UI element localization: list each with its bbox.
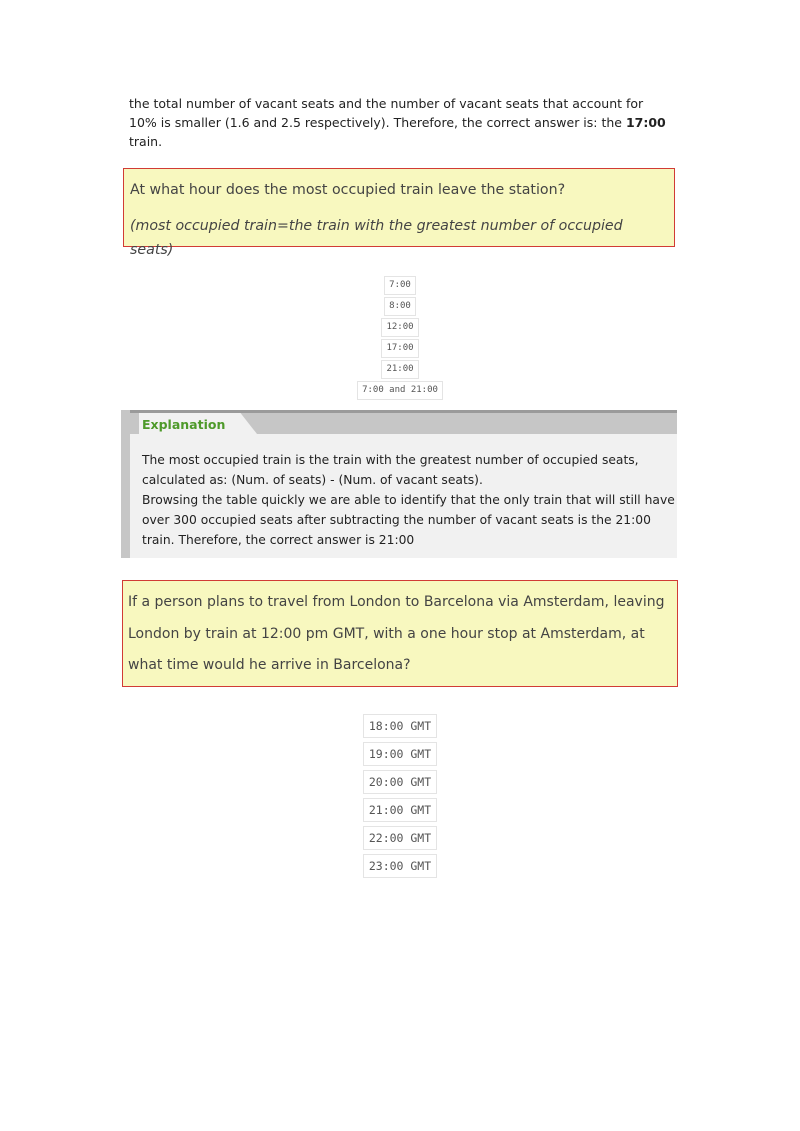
- answer-options-1: [340, 276, 460, 402]
- answer-option[interactable]: 7:00 and 21:00: [357, 381, 443, 400]
- explanation-title: Explanation: [142, 417, 226, 432]
- question-2-line: London by train at 12:00 pm GMT, with a one hour stop at Amsterdam, at: [128, 625, 645, 642]
- answer-option[interactable]: 21:00: [381, 360, 418, 379]
- answer-option[interactable]: 18:00 GMT: [363, 714, 437, 738]
- answer-option[interactable]: 17:00: [381, 339, 418, 358]
- answer-option[interactable]: 22:00 GMT: [363, 826, 437, 850]
- intro-line: [129, 113, 669, 132]
- explanation-left-bar: [121, 410, 130, 558]
- question-box-2: [122, 580, 678, 687]
- question-box-1: [123, 168, 675, 258]
- question-1-note: (most occupied train=the train with the greatest number of occupied seats): [130, 218, 623, 258]
- explanation-panel: [121, 410, 677, 558]
- explanation-body: [142, 450, 675, 550]
- question-1-text: At what hour does the most occupied train leave the station?: [130, 182, 566, 198]
- answer-option[interactable]: 7:00: [384, 276, 416, 295]
- explanation-header-line: [130, 410, 677, 413]
- intro-line: the total number of vacant seats and the number of vacant seats that account for: [129, 96, 644, 111]
- explanation-line: The most occupied train is the train with the greatest number of occupied seats,: [142, 453, 639, 467]
- answer-options-2: [330, 714, 470, 882]
- explanation-line: Browsing the table quickly we are able to identify that the only train that will still have: [142, 493, 675, 507]
- previous-answer-text: [129, 94, 669, 151]
- intro-line: train.: [129, 134, 163, 149]
- answer-option[interactable]: 12:00: [381, 318, 418, 337]
- explanation-line: train. Therefore, the correct answer is 21:00: [142, 533, 415, 547]
- answer-option[interactable]: 8:00: [384, 297, 416, 316]
- answer-option[interactable]: 19:00 GMT: [363, 742, 437, 766]
- question-2-line: If a person plans to travel from London to Barcelona via Amsterdam, leaving: [128, 594, 665, 610]
- explanation-line: over 300 occupied seats after subtracting the number of vacant seats is the 21:00: [142, 513, 651, 527]
- question-2-line: what time would he arrive in Barcelona?: [128, 657, 411, 673]
- intro-line-text: 10% is smaller (1.6 and 2.5 respectively). Therefore, the correct answer is: the: [129, 115, 626, 130]
- correct-answer-bold: 17:00: [625, 115, 666, 130]
- answer-option[interactable]: 21:00 GMT: [363, 798, 437, 822]
- explanation-line: calculated as: (Num. of seats) - (Num. of vacant seats).: [142, 473, 483, 487]
- answer-option[interactable]: 20:00 GMT: [363, 770, 437, 794]
- answer-option[interactable]: 23:00 GMT: [363, 854, 437, 878]
